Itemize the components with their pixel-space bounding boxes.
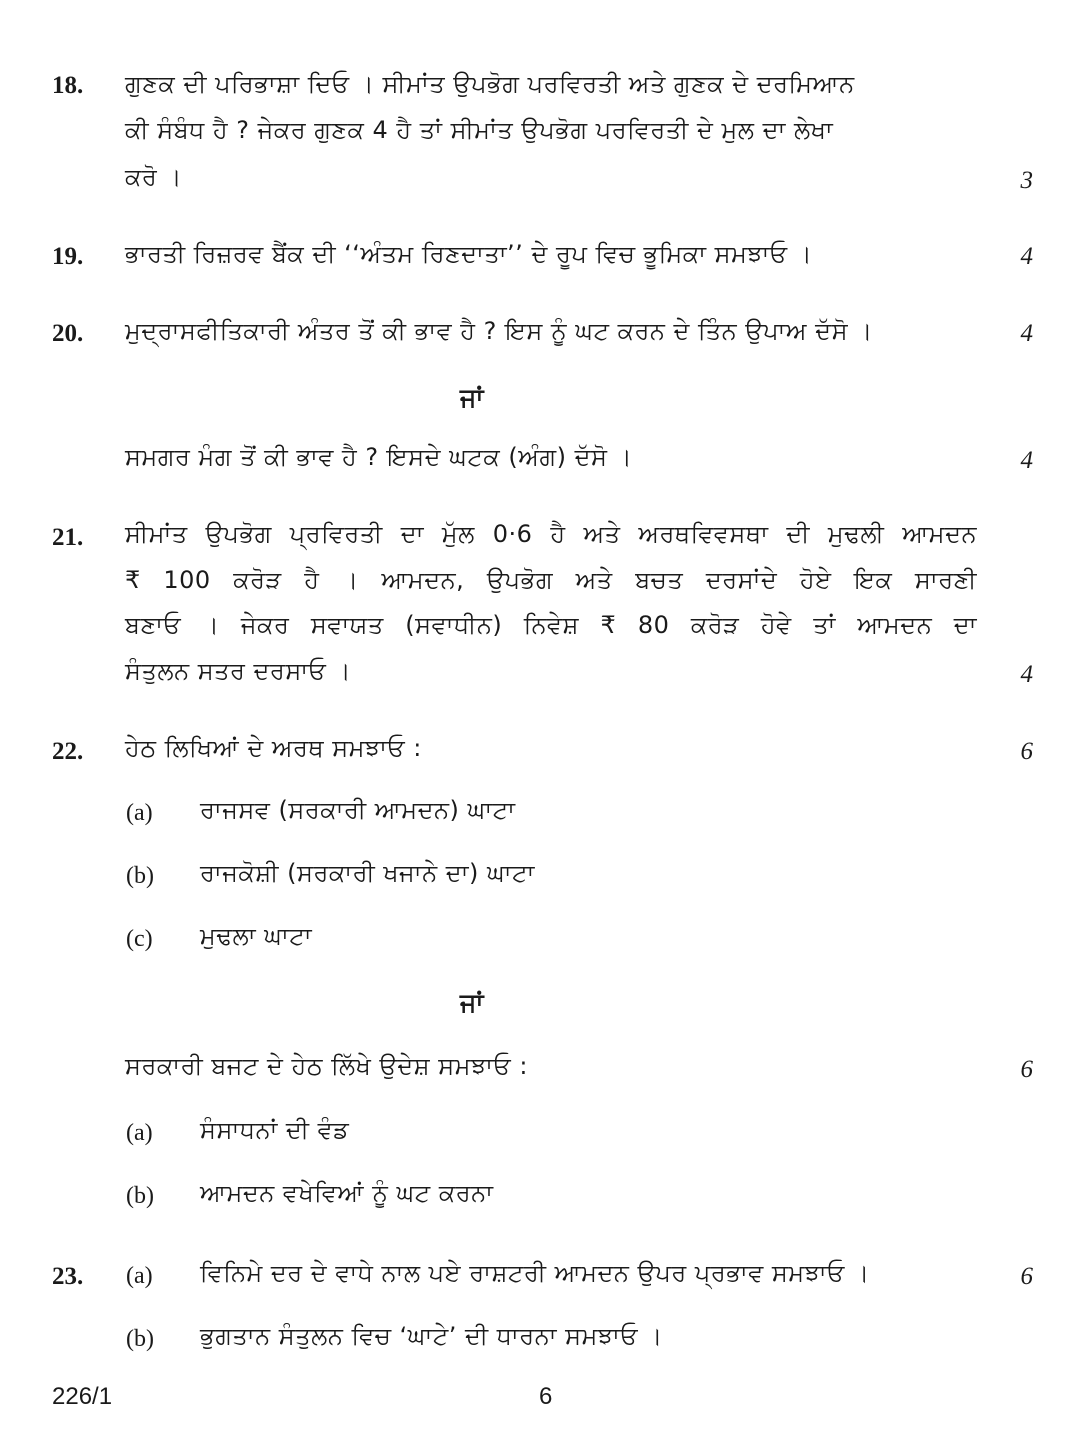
question-text-line: ਕਰੋ । [125,163,183,191]
sub-part-text: ਮੁਢਲਾ ਘਾਟਾ [200,922,313,950]
sub-part-label: (b) [126,863,154,889]
marks: 6 [1020,1263,1033,1290]
paper-code: 226/1 [52,1383,113,1410]
sub-part-text: ਰਾਜਕੋਸ਼ੀ (ਸਰਕਾਰੀ ਖਜਾਨੇ ਦਾ) ਘਾਟਾ [200,859,535,887]
question-text-line: ਸਰਕਾਰੀ ਬਜਟ ਦੇ ਹੇਠ ਲਿੱਖੇ ਉਦੇਸ਼ ਸਮਝਾਓ : [125,1052,528,1080]
sub-part-label: (a) [126,1120,153,1146]
marks: 4 [1020,447,1033,474]
question-number: 22. [52,738,84,765]
marks: 6 [1020,1056,1033,1083]
question-number: 18. [52,72,84,99]
question-number: 20. [52,320,84,347]
question-text-line: ਕੀ ਸੰਬੰਧ ਹੈ ? ਜੇਕਰ ਗੁਣਕ 4 ਹੈ ਤਾਂ ਸੀਮਾਂਤ ਉਪਭੋਗ ਪਰਵਿਰਤੀ ਦੇ ਮੁਲ ਦਾ ਲੇਖਾ [125,116,834,144]
marks: 4 [1020,243,1033,270]
question-text-line: ₹ 100 ਕਰੋੜ ਹੈ । ਆਮਦਨ, ਉਪਭੋਗ ਅਤੇ ਬਚਤ ਦਰਸਾਂਦੇ ਹੋਏ ਇਕ ਸਾਰਣੀ [125,566,977,594]
sub-part-label: (b) [126,1183,154,1209]
question-text-line: ਮੁਦ੍ਰਾਸਫੀਤਿਕਾਰੀ ਅੰਤਰ ਤੋਂ ਕੀ ਭਾਵ ਹੈ ? ਇਸ ਨੂੰ ਘਟ ਕਰਨ ਦੇ ਤਿੰਨ ਉਪਾਅ ਦੱਸੋ । [125,317,873,345]
sub-part-label: (a) [126,800,153,826]
question-number: 21. [52,524,84,551]
marks: 4 [1020,661,1033,688]
sub-part-label: (b) [126,1326,154,1352]
question-text-line: ਸੰਤੁਲਨ ਸਤਰ ਦਰਸਾਓ । [125,657,352,685]
sub-part-text: ਸੰਸਾਧਨਾਂ ਦੀ ਵੰਡ [200,1116,350,1144]
sub-part-text: ਰਾਜਸਵ (ਸਰਕਾਰੀ ਆਮਦਨ) ਘਾਟਾ [200,796,516,824]
sub-part-text: ਵਿਨਿਮੇ ਦਰ ਦੇ ਵਾਧੇ ਨਾਲ ਪਏ ਰਾਸ਼ਟਰੀ ਆਮਦਨ ਉਪਰ ਪ੍ਰਭਾਵ ਸਮਝਾਓ । [200,1259,870,1287]
question-number: 19. [52,243,84,270]
or-separator: ਜਾਂ [460,988,484,1017]
sub-part-text: ਆਮਦਨ ਵਖੇਵਿਆਂ ਨੂੰ ਘਟ ਕਰਨਾ [200,1179,494,1207]
question-text-line: ਬਣਾਓ । ਜੇਕਰ ਸਵਾਯਤ (ਸਵਾਧੀਨ) ਨਿਵੇਸ਼ ₹ 80 ਕਰੋੜ ਹੋਵੇ ਤਾਂ ਆਮਦਨ ਦਾ [125,611,977,639]
page-number: 6 [539,1383,553,1410]
sub-part-label: (c) [126,926,153,952]
sub-part-text: ਭੁਗਤਾਨ ਸੰਤੁਲਨ ਵਿਚ ‘ਘਾਟੇ’ ਦੀ ਧਾਰਨਾ ਸਮਝਾਓ । [200,1322,663,1350]
question-number: 23. [52,1263,84,1290]
sub-part-label: (a) [126,1263,153,1289]
question-text-line: ਭਾਰਤੀ ਰਿਜ਼ਰਵ ਬੈਂਕ ਦੀ ‘‘ਅੰਤਮ ਰਿਣਦਾਤਾ’’ ਦੇ ਰੂਪ ਵਿਚ ਭੂਮਿਕਾ ਸਮਝਾਓ । [125,240,813,268]
question-text-line: ਗੁਣਕ ਦੀ ਪਰਿਭਾਸ਼ਾ ਦਿਓ । ਸੀਮਾਂਤ ਉਪਭੋਗ ਪਰਵਿਰਤੀ ਅਤੇ ਗੁਣਕ ਦੇ ਦਰਮਿਆਨ [125,70,855,98]
marks: 6 [1020,738,1033,765]
question-text-line: ਹੇਠ ਲਿਖਿਆਂ ਦੇ ਅਰਥ ਸਮਝਾਓ : [125,734,422,762]
marks: 3 [1020,167,1033,194]
question-text-line: ਸੀਮਾਂਤ ਉਪਭੋਗ ਪ੍ਰਵਿਰਤੀ ਦਾ ਮੁੱਲ 0·6 ਹੈ ਅਤੇ ਅਰਥਵਿਵਸਥਾ ਦੀ ਮੁਢਲੀ ਆਮਦਨ [125,520,977,548]
or-separator: ਜਾਂ [460,383,484,412]
question-text-line: ਸਮਗਰ ਮੰਗ ਤੋਂ ਕੀ ਭਾਵ ਹੈ ? ਇਸਦੇ ਘਟਕ (ਅੰਗ) ਦੱਸੋ । [125,443,633,471]
marks: 4 [1020,320,1033,347]
